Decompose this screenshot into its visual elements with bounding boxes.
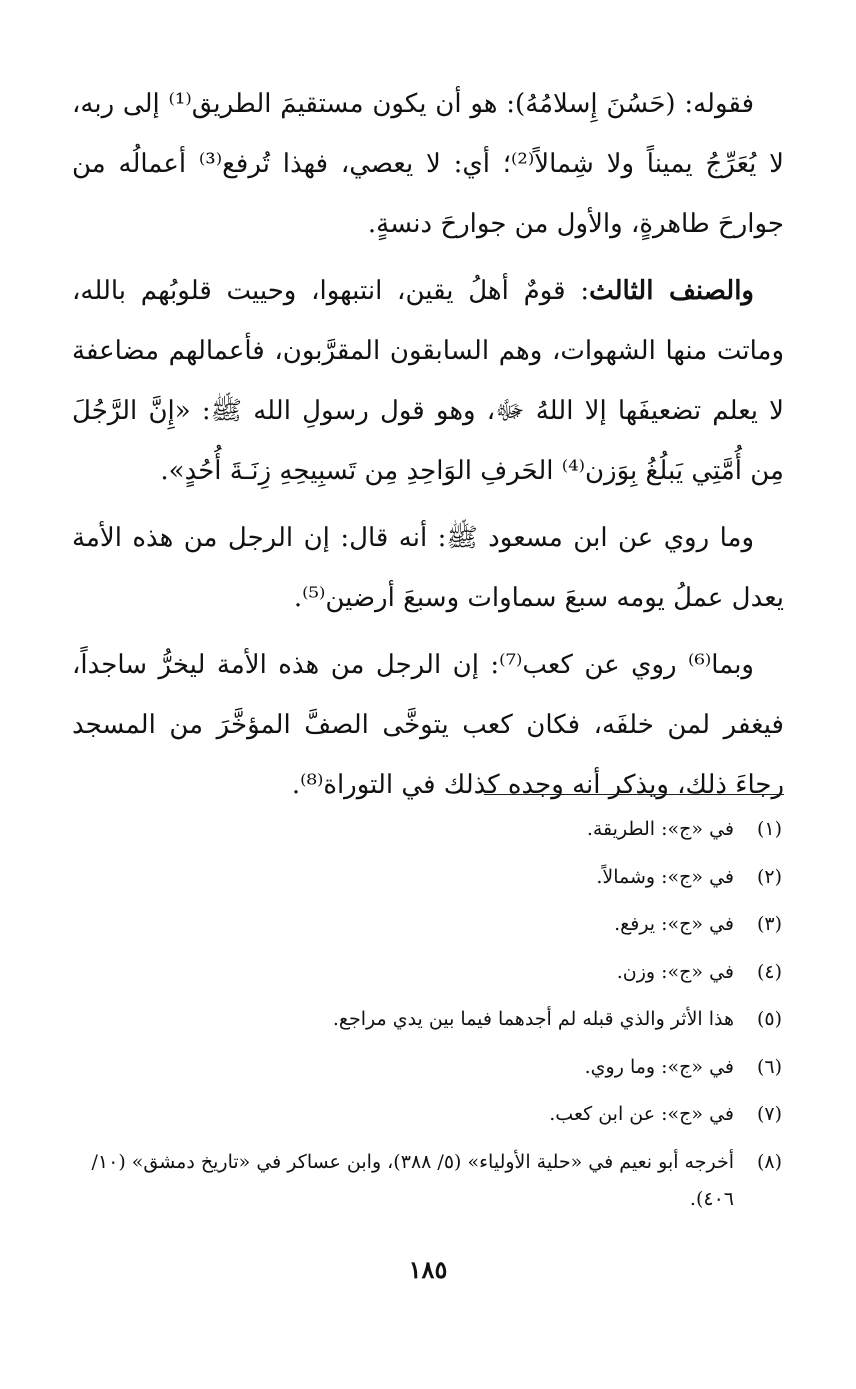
paragraph-3	[72, 508, 784, 628]
footnote-text: أخرجه أبو نعيم في «حلية الأولياء» (٥/ ٣٨٨)، وابن عساكر في «تاريخ دمشق» (١٠/ ٤٠٦).	[91, 1150, 734, 1210]
page-number: ١٨٥	[408, 1255, 448, 1284]
footnote-4	[70, 949, 782, 997]
footnotes	[70, 806, 782, 1218]
footnote-number: (٢)	[756, 865, 782, 888]
footnote-text: في «ج»: يرفع.	[614, 913, 734, 935]
footnote-text: في «ج»: وما روي.	[584, 1055, 734, 1078]
paragraph-text: : قومٌ أهلُ يقين، انتبهوا، وحييت قلوبُهم بالله، وماتت منها الشهوات، وهم السابقون المقرَّبون، فأعمالهم مضاعفة لا يعلم تضعيفَها إلا اللهُ ﷻ، وهو قول رسولِ الله ﷺ: «إِنَّ الرَّجُلَ مِن أُمَّتِي يَبلُغُ بِوَزن⁽⁴⁾ الحَرفِ الوَاحِدِ مِن تَسبِيحِهِ زِنَـةَ أُحُدٍ».	[72, 276, 784, 486]
footnote-number: (١)	[756, 818, 782, 840]
footnote-3	[70, 901, 782, 949]
footnote-number: (٥)	[756, 1008, 782, 1030]
footnote-number: (٤)	[756, 960, 782, 983]
paragraph-text: وبما⁽⁶⁾ روي عن كعب⁽⁷⁾: إن الرجل من هذه الأمة ليخرُّ ساجداً، فيغفر لمن خلفَه، فكان كعب يتوخَّى الصفَّ المؤخَّرَ من المسجد رجاءَ ذلك، ويذكر أنه وجده كذلك في التوراة⁽⁸⁾.	[72, 650, 784, 800]
footnote-text: في «ج»: الطريقة.	[586, 818, 734, 840]
main-text	[72, 74, 784, 822]
footnote-2	[70, 854, 782, 902]
footnote-number: (٣)	[756, 913, 782, 935]
footnote-number: (٧)	[756, 1103, 782, 1125]
paragraph-text: وما روي عن ابن مسعود ﷺ: أنه قال: إن الرجل من هذه الأمة يعدل عملُ يومه سبعَ سماوات وسبعَ أرضين⁽⁵⁾.	[72, 523, 784, 613]
paragraph-4	[72, 635, 784, 815]
footnote-text: في «ج»: عن ابن كعب.	[549, 1103, 734, 1125]
footnote-1	[70, 806, 782, 854]
footnote-6	[70, 1044, 782, 1092]
footnote-number: (٨)	[756, 1150, 782, 1173]
paragraph-2	[72, 261, 784, 501]
footnote-8	[70, 1139, 782, 1218]
footnote-5	[70, 996, 782, 1044]
footnote-number: (٦)	[756, 1055, 782, 1078]
footnote-separator	[484, 794, 784, 795]
footnote-text: هذا الأثر والذي قبله لم أجدهما فيما بين يدي مراجع.	[332, 1008, 734, 1030]
footnote-7	[70, 1091, 782, 1139]
footnote-text: في «ج»: وشمالاً.	[596, 865, 734, 888]
paragraph-text: فقوله: (حَسُنَ إِسلامُهُ): هو أن يكون مستقيمَ الطريق⁽¹⁾ إلى ربه، لا يُعَرِّجُ يميناً ولا شِمالاً⁽²⁾؛ أي: لا يعصي، فهذا تُرفع⁽³⁾ أعمالُه من جوارحَ طاهرةٍ، والأول من جوارحَ دنسةٍ.	[72, 89, 785, 239]
paragraph-1	[72, 74, 784, 254]
footnote-text: في «ج»: وزن.	[616, 960, 734, 983]
paragraph-lead: والصنف الثالث	[589, 276, 754, 306]
